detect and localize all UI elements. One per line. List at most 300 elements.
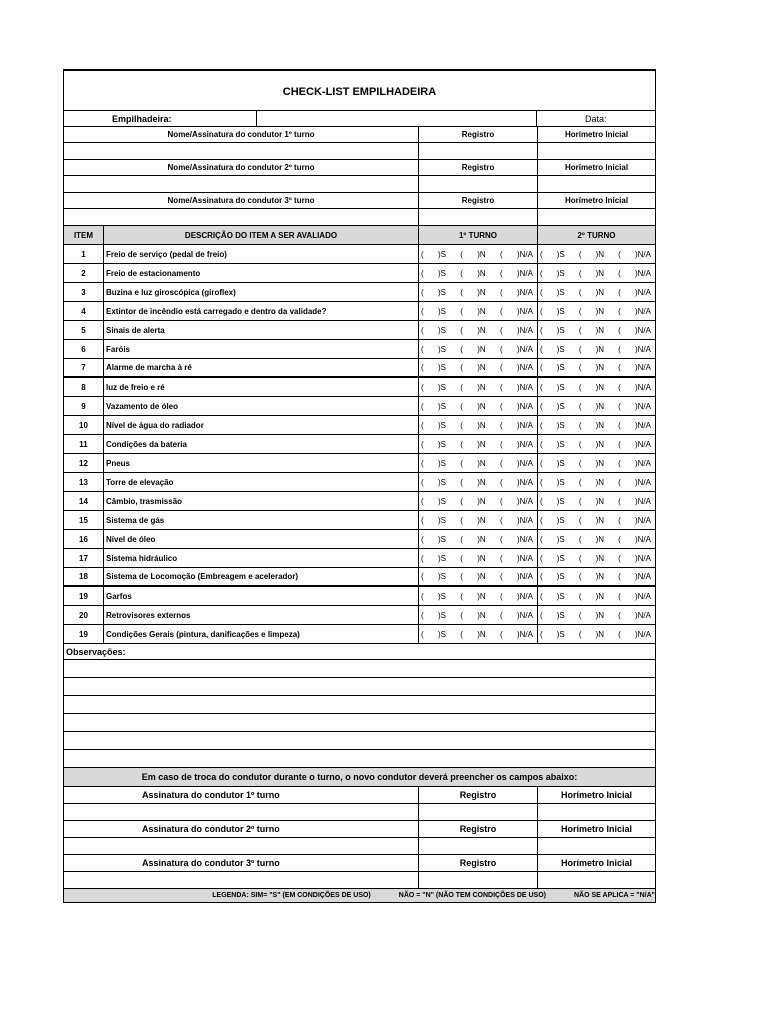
status-option[interactable]: ( [421,401,424,411]
turno1-status[interactable] [419,568,538,585]
status-option[interactable]: ( [578,268,582,278]
status-option[interactable]: ( [578,439,582,449]
status-option[interactable]: ( [460,420,463,430]
status-option[interactable]: )N [595,610,605,620]
replacement-registro-field[interactable] [419,804,538,820]
status-option[interactable]: ( [460,325,463,335]
turno1-status[interactable] [419,359,538,376]
status-option[interactable]: )N/A [634,363,651,372]
turno2-status[interactable] [538,511,656,529]
status-option[interactable]: ( [460,629,463,639]
status-option[interactable]: )N [595,420,605,430]
status-option[interactable]: ( [618,629,621,639]
status-option[interactable]: ( [618,439,621,449]
status-option[interactable]: )N/A [634,458,651,468]
status-option[interactable]: )N/A [634,515,651,525]
status-option[interactable]: )N [595,553,605,563]
turno1-status[interactable] [419,416,538,434]
status-option[interactable]: )N [477,268,486,278]
status-option[interactable]: )N/A [634,496,651,506]
turno2-status[interactable] [538,378,656,396]
status-option[interactable]: ( [421,325,424,335]
status-option[interactable]: ( [460,515,463,525]
status-option[interactable]: )S [437,268,446,278]
status-option[interactable]: ( [578,629,582,639]
status-option[interactable]: )N/A [516,344,533,354]
status-option[interactable]: )N [477,420,486,430]
status-option[interactable]: ( [540,249,543,259]
status-option[interactable]: )S [556,344,565,354]
status-option[interactable]: )N/A [634,591,651,601]
status-option[interactable]: ( [578,287,582,297]
status-option[interactable]: )N/A [634,344,651,354]
status-option[interactable]: )N [595,401,605,411]
turno1-status[interactable] [419,530,538,548]
status-option[interactable]: ( [499,401,503,411]
status-option[interactable]: ( [540,496,543,506]
status-option[interactable]: ( [421,496,424,506]
status-option[interactable]: )S [437,553,446,563]
status-option[interactable]: ( [421,572,424,581]
status-option[interactable]: ( [618,249,621,259]
replacement-registro-field[interactable] [419,838,538,854]
status-option[interactable]: )S [437,496,446,506]
turno2-status[interactable] [538,473,656,491]
status-option[interactable]: ( [540,534,543,544]
status-option[interactable]: ( [499,439,503,449]
status-option[interactable]: )N [477,629,486,639]
status-option[interactable]: ( [499,610,503,620]
turno2-status[interactable] [538,283,656,301]
observacao-field[interactable] [64,732,656,749]
status-option[interactable]: ( [540,306,543,316]
status-option[interactable]: )S [556,420,565,430]
turno1-status[interactable] [419,264,538,282]
conductor-name-field[interactable] [64,143,419,159]
status-option[interactable]: )S [437,515,446,525]
turno2-status[interactable] [538,606,656,624]
status-option[interactable]: ( [578,382,582,392]
status-option[interactable]: ( [499,268,503,278]
status-option[interactable]: ( [421,382,424,392]
status-option[interactable]: )N/A [516,534,533,544]
turno2-status[interactable] [538,340,656,358]
status-option[interactable]: ( [618,420,621,430]
status-option[interactable]: )N [595,382,605,392]
turno2-status[interactable] [538,359,656,376]
status-option[interactable]: ( [540,382,543,392]
turno1-status[interactable] [419,511,538,529]
status-option[interactable]: ( [618,458,621,468]
turno1-status[interactable] [419,378,538,396]
turno1-status[interactable] [419,245,538,263]
status-option[interactable]: ( [460,477,463,487]
replacement-signature-field[interactable] [64,872,419,888]
status-option[interactable]: ( [540,515,543,525]
status-option[interactable]: )N [595,287,605,297]
turno2-status[interactable] [538,568,656,585]
status-option[interactable]: )S [437,420,446,430]
status-option[interactable]: ( [540,420,543,430]
status-option[interactable]: ( [578,344,582,354]
observacao-field[interactable] [64,660,656,677]
status-option[interactable]: ( [540,477,543,487]
status-option[interactable]: ( [578,306,582,316]
registro-field[interactable] [419,176,538,192]
status-option[interactable]: ( [421,591,424,601]
status-option[interactable]: )S [437,591,446,601]
turno1-status[interactable] [419,397,538,415]
status-option[interactable]: )N/A [634,477,651,487]
status-option[interactable]: )N/A [634,382,651,392]
status-option[interactable]: )S [437,382,446,392]
status-option[interactable]: ( [578,249,582,259]
status-option[interactable]: ( [460,610,463,620]
status-option[interactable]: )N/A [516,458,533,468]
status-option[interactable]: ( [540,287,543,297]
status-option[interactable]: ( [578,534,582,544]
replacement-registro-field[interactable] [419,872,538,888]
status-option[interactable]: )N/A [516,325,533,335]
status-option[interactable]: )N [477,458,486,468]
status-option[interactable]: )S [556,268,565,278]
status-option[interactable]: ( [421,610,424,620]
status-option[interactable]: ( [499,553,503,563]
status-option[interactable]: )N [477,534,486,544]
status-option[interactable]: )N/A [516,591,533,601]
observacao-field[interactable] [64,696,656,713]
status-option[interactable]: )N/A [634,306,651,316]
status-option[interactable]: ( [499,363,503,372]
status-option[interactable]: )N [595,268,605,278]
status-option[interactable]: )N/A [634,553,651,563]
status-option[interactable]: ( [578,591,582,601]
status-option[interactable]: ( [540,591,543,601]
turno1-status[interactable] [419,587,538,605]
empilhadeira-field[interactable] [257,111,537,126]
turno1-status[interactable] [419,606,538,624]
status-option[interactable]: )S [556,382,565,392]
turno2-status[interactable] [538,530,656,548]
status-option[interactable]: ( [578,572,582,581]
status-option[interactable]: )N [477,591,486,601]
turno1-status[interactable] [419,321,538,339]
status-option[interactable]: )N/A [634,572,651,581]
status-option[interactable]: ( [499,458,503,468]
status-option[interactable]: )S [556,496,565,506]
status-option[interactable]: ( [618,572,621,581]
status-option[interactable]: )N/A [516,572,533,581]
replacement-signature-field[interactable] [64,838,419,854]
status-option[interactable]: )N [595,515,605,525]
status-option[interactable]: )S [556,610,565,620]
status-option[interactable]: ( [460,287,463,297]
turno1-status[interactable] [419,283,538,301]
status-option[interactable]: )N [595,458,605,468]
status-option[interactable]: )S [437,572,446,581]
status-option[interactable]: )N [595,249,605,259]
status-option[interactable]: ( [421,477,424,487]
status-option[interactable]: ( [421,420,424,430]
status-option[interactable]: )N [477,572,486,581]
status-option[interactable]: )S [556,287,565,297]
status-option[interactable]: )N/A [516,477,533,487]
status-option[interactable]: ( [421,629,424,639]
replacement-horimetro-field[interactable] [538,804,656,820]
horimetro-field[interactable] [538,209,656,225]
status-option[interactable]: ( [499,249,503,259]
replacement-signature-field[interactable] [64,804,419,820]
status-option[interactable]: ( [460,363,463,372]
status-option[interactable]: )N/A [516,382,533,392]
status-option[interactable]: ( [540,363,543,372]
replacement-horimetro-field[interactable] [538,872,656,888]
status-option[interactable]: ( [618,553,621,563]
status-option[interactable]: )S [556,306,565,316]
status-option[interactable]: )N [595,629,605,639]
status-option[interactable]: ( [460,458,463,468]
status-option[interactable]: )N/A [634,325,651,335]
status-option[interactable]: ( [499,477,503,487]
status-option[interactable]: ( [618,515,621,525]
status-option[interactable]: )N [477,249,486,259]
status-option[interactable]: )N [477,496,486,506]
turno2-status[interactable] [538,435,656,453]
status-option[interactable]: )N/A [516,287,533,297]
status-option[interactable]: )S [556,249,565,259]
turno1-status[interactable] [419,454,538,472]
status-option[interactable]: )N [477,515,486,525]
status-option[interactable]: ( [540,629,543,639]
status-option[interactable]: ( [421,344,424,354]
status-option[interactable]: ( [421,268,424,278]
status-option[interactable]: )N [477,306,486,316]
status-option[interactable]: ( [540,401,543,411]
status-option[interactable]: ( [499,287,503,297]
status-option[interactable]: ( [499,344,503,354]
turno1-status[interactable] [419,625,538,643]
status-option[interactable]: )N/A [516,401,533,411]
status-option[interactable]: )N/A [516,268,533,278]
status-option[interactable]: )N/A [516,420,533,430]
status-option[interactable]: ( [460,306,463,316]
status-option[interactable]: )N [477,610,486,620]
status-option[interactable]: )N [477,382,486,392]
status-option[interactable]: )N [595,534,605,544]
status-option[interactable]: ( [578,610,582,620]
status-option[interactable]: ( [540,572,543,581]
observacao-field[interactable] [64,714,656,731]
status-option[interactable]: ( [540,553,543,563]
status-option[interactable]: )N/A [516,306,533,316]
status-option[interactable]: )N [595,439,605,449]
turno2-status[interactable] [538,416,656,434]
status-option[interactable]: )S [437,439,446,449]
status-option[interactable]: ( [421,553,424,563]
status-option[interactable]: )N [595,325,605,335]
status-option[interactable]: ( [421,287,424,297]
status-option[interactable]: ( [460,496,463,506]
status-option[interactable]: )N [477,439,486,449]
registro-field[interactable] [419,209,538,225]
status-option[interactable]: )N [477,553,486,563]
status-option[interactable]: )N/A [516,553,533,563]
status-option[interactable]: ( [540,344,543,354]
status-option[interactable]: ( [421,439,424,449]
status-option[interactable]: ( [578,553,582,563]
status-option[interactable]: ( [618,496,621,506]
status-option[interactable]: ( [618,610,621,620]
status-option[interactable]: )S [556,477,565,487]
status-option[interactable]: ( [540,458,543,468]
status-option[interactable]: )S [437,287,446,297]
horimetro-field[interactable] [538,143,656,159]
status-option[interactable]: ( [618,363,621,372]
status-option[interactable]: )N/A [516,249,533,259]
status-option[interactable]: ( [460,382,463,392]
status-option[interactable]: )N [595,591,605,601]
turno1-status[interactable] [419,302,538,320]
status-option[interactable]: )N/A [516,439,533,449]
status-option[interactable]: )N/A [634,610,651,620]
status-option[interactable]: ( [618,306,621,316]
status-option[interactable]: )S [437,344,446,354]
status-option[interactable]: )N/A [634,401,651,411]
replacement-horimetro-field[interactable] [538,838,656,854]
turno2-status[interactable] [538,397,656,415]
status-option[interactable]: ( [499,420,503,430]
status-option[interactable]: )N [595,344,605,354]
status-option[interactable]: )N [477,344,486,354]
status-option[interactable]: )S [437,458,446,468]
status-option[interactable]: ( [421,534,424,544]
status-option[interactable]: )S [556,629,565,639]
status-option[interactable]: ( [499,572,503,581]
status-option[interactable]: )N/A [516,515,533,525]
status-option[interactable]: )S [556,363,565,372]
turno2-status[interactable] [538,245,656,263]
status-option[interactable]: ( [578,477,582,487]
status-option[interactable]: )N [477,325,486,335]
status-option[interactable]: ( [618,382,621,392]
status-option[interactable]: )N [595,572,605,581]
status-option[interactable]: )N/A [516,363,533,372]
status-option[interactable]: )S [556,325,565,335]
status-option[interactable]: ( [421,249,424,259]
status-option[interactable]: ( [618,534,621,544]
status-option[interactable]: ( [499,591,503,601]
observacao-field[interactable] [64,750,656,767]
status-option[interactable]: ( [540,268,543,278]
status-option[interactable]: ( [460,553,463,563]
status-option[interactable]: ( [460,344,463,354]
status-option[interactable]: )N/A [634,629,651,639]
turno2-status[interactable] [538,302,656,320]
status-option[interactable]: )N [477,363,486,372]
status-option[interactable]: ( [618,268,621,278]
status-option[interactable]: ( [578,515,582,525]
status-option[interactable]: )N [477,401,486,411]
turno2-status[interactable] [538,587,656,605]
status-option[interactable]: ( [578,458,582,468]
status-option[interactable]: )S [556,534,565,544]
status-option[interactable]: )N/A [634,287,651,297]
status-option[interactable]: ( [618,401,621,411]
status-option[interactable]: )S [556,439,565,449]
status-option[interactable]: ( [499,382,503,392]
status-option[interactable]: ( [460,268,463,278]
status-option[interactable]: ( [578,363,582,372]
status-option[interactable]: ( [460,591,463,601]
status-option[interactable]: )N/A [634,534,651,544]
registro-field[interactable] [419,143,538,159]
status-option[interactable]: )S [437,401,446,411]
status-option[interactable]: ( [460,401,463,411]
status-option[interactable]: ( [421,458,424,468]
status-option[interactable]: ( [578,420,582,430]
status-option[interactable]: ( [421,363,424,372]
status-option[interactable]: ( [578,496,582,506]
status-option[interactable]: ( [618,325,621,335]
status-option[interactable]: ( [499,515,503,525]
status-option[interactable]: )S [437,363,446,372]
status-option[interactable]: ( [540,610,543,620]
status-option[interactable]: )S [556,458,565,468]
status-option[interactable]: ( [460,249,463,259]
turno2-status[interactable] [538,321,656,339]
turno2-status[interactable] [538,625,656,643]
turno1-status[interactable] [419,435,538,453]
status-option[interactable]: )N [477,477,486,487]
status-option[interactable]: )S [556,591,565,601]
status-option[interactable]: )S [437,629,446,639]
status-option[interactable]: ( [618,591,621,601]
turno1-status[interactable] [419,492,538,510]
status-option[interactable]: )S [437,610,446,620]
status-option[interactable]: ( [618,344,621,354]
status-option[interactable]: )S [556,401,565,411]
status-option[interactable]: )S [437,477,446,487]
status-option[interactable]: )N [595,363,605,372]
status-option[interactable]: ( [460,572,463,581]
observacao-field[interactable] [64,678,656,695]
status-option[interactable]: ( [421,306,424,316]
status-option[interactable]: )S [556,515,565,525]
status-option[interactable]: )N [595,306,605,316]
status-option[interactable]: ( [499,496,503,506]
status-option[interactable]: )S [437,325,446,335]
status-option[interactable]: )S [437,534,446,544]
status-option[interactable]: ( [618,287,621,297]
turno2-status[interactable] [538,549,656,567]
status-option[interactable]: )N [477,287,486,297]
status-option[interactable]: )N [595,496,605,506]
turno2-status[interactable] [538,454,656,472]
status-option[interactable]: ( [499,325,503,335]
status-option[interactable]: ( [540,325,543,335]
turno1-status[interactable] [419,549,538,567]
status-option[interactable]: )S [556,553,565,563]
status-option[interactable]: ( [578,401,582,411]
turno2-status[interactable] [538,264,656,282]
status-option[interactable]: ( [578,325,582,335]
status-option[interactable]: ( [540,439,543,449]
status-option[interactable]: )N/A [634,249,651,259]
horimetro-field[interactable] [538,176,656,192]
conductor-name-field[interactable] [64,209,419,225]
status-option[interactable]: ( [499,306,503,316]
turno1-status[interactable] [419,340,538,358]
